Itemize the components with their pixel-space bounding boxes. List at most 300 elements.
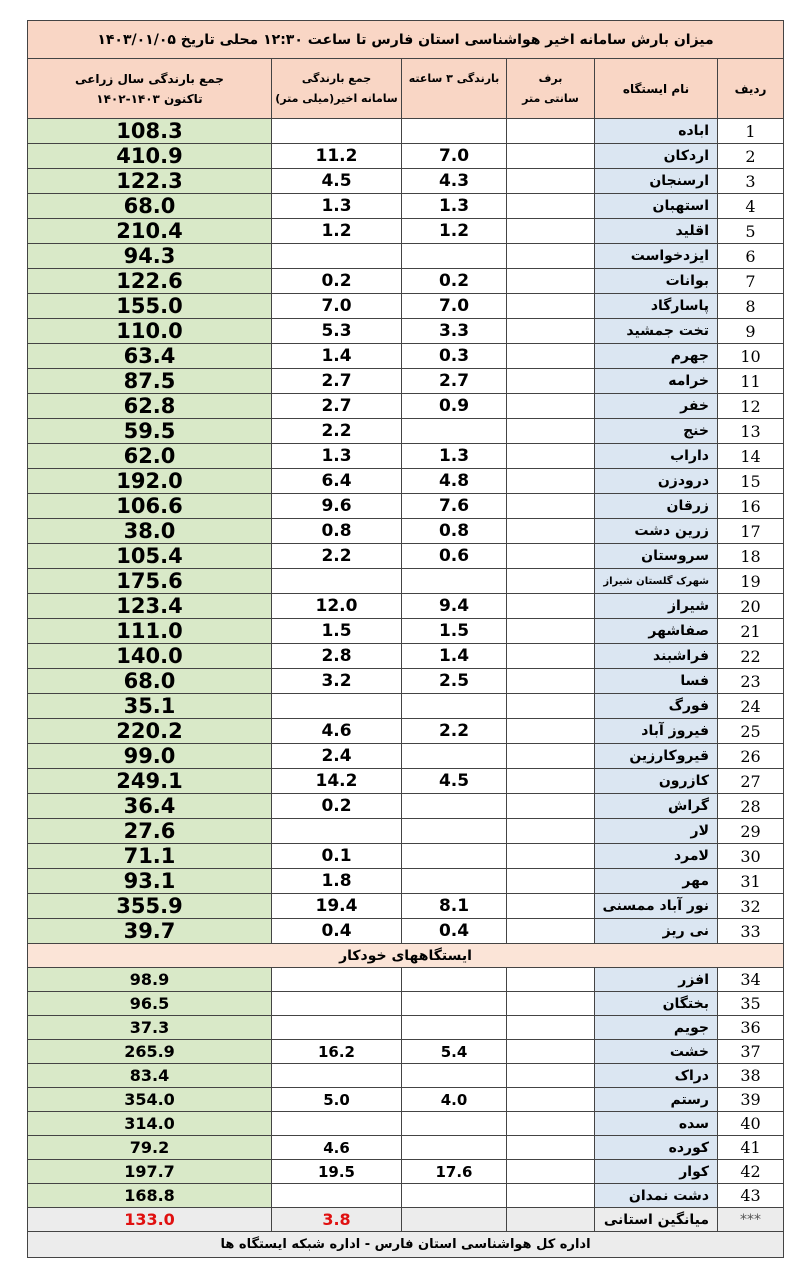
row-number-cell: 33 bbox=[718, 919, 784, 944]
recent-total-cell: 0.2 bbox=[272, 269, 402, 294]
row-number-cell: 32 bbox=[718, 894, 784, 919]
snow-cell bbox=[507, 1112, 595, 1136]
station-row bbox=[28, 569, 784, 594]
season-total-cell: 63.4 bbox=[28, 344, 272, 369]
season-total-cell: 220.2 bbox=[28, 719, 272, 744]
snow-cell bbox=[507, 1064, 595, 1088]
three-hour-rain-cell bbox=[402, 819, 507, 844]
three-hour-rain-cell bbox=[402, 1136, 507, 1160]
snow-cell bbox=[507, 719, 595, 744]
row-number-cell: 4 bbox=[718, 194, 784, 219]
three-hour-rain-cell: 7.0 bbox=[402, 294, 507, 319]
snow-cell bbox=[507, 744, 595, 769]
snow-cell bbox=[507, 1184, 595, 1208]
three-hour-rain-cell bbox=[402, 119, 507, 144]
three-hour-rain-cell bbox=[402, 968, 507, 992]
three-hour-rain-cell bbox=[402, 794, 507, 819]
station-row bbox=[28, 968, 784, 992]
season-total-cell: 79.2 bbox=[28, 1136, 272, 1160]
station-row bbox=[28, 319, 784, 344]
season-total-cell: 99.0 bbox=[28, 744, 272, 769]
three-hour-rain-cell bbox=[402, 1064, 507, 1088]
row-number-cell: 17 bbox=[718, 519, 784, 544]
season-total-cell: 68.0 bbox=[28, 669, 272, 694]
recent-total-cell bbox=[272, 1112, 402, 1136]
row-number-cell: 15 bbox=[718, 469, 784, 494]
station-row bbox=[28, 1160, 784, 1184]
station-name-cell: داراب bbox=[595, 444, 718, 469]
snow-cell bbox=[507, 319, 595, 344]
station-name-cell: صفاشهر bbox=[595, 619, 718, 644]
station-row bbox=[28, 394, 784, 419]
three-hour-rain-cell bbox=[402, 1184, 507, 1208]
station-name-cell: فراشبند bbox=[595, 644, 718, 669]
three-hour-rain-cell: 9.4 bbox=[402, 594, 507, 619]
season-total-cell: 265.9 bbox=[28, 1040, 272, 1064]
station-row bbox=[28, 219, 784, 244]
station-name-cell: ارسنجان bbox=[595, 169, 718, 194]
header-season-total bbox=[28, 59, 272, 119]
season-total-cell: 94.3 bbox=[28, 244, 272, 269]
recent-total-cell: 3.2 bbox=[272, 669, 402, 694]
header-3hour-rain-label: بارندگی ۳ ساعته bbox=[408, 71, 500, 85]
recent-total-cell: 1.2 bbox=[272, 219, 402, 244]
row-number-cell: 22 bbox=[718, 644, 784, 669]
recent-total-cell bbox=[272, 819, 402, 844]
recent-total-cell: 2.2 bbox=[272, 544, 402, 569]
three-hour-rain-cell bbox=[402, 869, 507, 894]
three-hour-rain-cell: 0.4 bbox=[402, 919, 507, 944]
recent-total-cell: 0.2 bbox=[272, 794, 402, 819]
row-number-cell: 29 bbox=[718, 819, 784, 844]
snow-cell bbox=[507, 919, 595, 944]
station-name-cell: کازرون bbox=[595, 769, 718, 794]
three-hour-rain-cell: 5.4 bbox=[402, 1040, 507, 1064]
snow-cell bbox=[507, 294, 595, 319]
station-row bbox=[28, 1112, 784, 1136]
station-row bbox=[28, 644, 784, 669]
snow-cell bbox=[507, 968, 595, 992]
season-total-cell: 98.9 bbox=[28, 968, 272, 992]
season-total-cell: 249.1 bbox=[28, 769, 272, 794]
recent-total-cell: 2.7 bbox=[272, 394, 402, 419]
recent-total-cell bbox=[272, 694, 402, 719]
snow-cell bbox=[507, 1136, 595, 1160]
three-hour-rain-cell bbox=[402, 569, 507, 594]
three-hour-rain-cell bbox=[402, 694, 507, 719]
station-name-cell: خفر bbox=[595, 394, 718, 419]
recent-total-cell bbox=[272, 569, 402, 594]
station-name-cell: خنج bbox=[595, 419, 718, 444]
recent-total-cell bbox=[272, 968, 402, 992]
station-name-cell: خشت bbox=[595, 1040, 718, 1064]
recent-total-cell: 1.5 bbox=[272, 619, 402, 644]
season-total-cell: 37.3 bbox=[28, 1016, 272, 1040]
snow-cell bbox=[507, 194, 595, 219]
snow-cell bbox=[507, 394, 595, 419]
station-row bbox=[28, 344, 784, 369]
row-number-cell: 8 bbox=[718, 294, 784, 319]
header-3hour-rain bbox=[402, 59, 507, 119]
season-total-cell: 354.0 bbox=[28, 1088, 272, 1112]
season-total-cell: 59.5 bbox=[28, 419, 272, 444]
three-hour-rain-cell: 1.2 bbox=[402, 219, 507, 244]
season-total-cell: 410.9 bbox=[28, 144, 272, 169]
average-snow-empty bbox=[507, 1208, 595, 1232]
row-number-cell: 43 bbox=[718, 1184, 784, 1208]
season-total-cell: 355.9 bbox=[28, 894, 272, 919]
recent-total-cell: 19.4 bbox=[272, 894, 402, 919]
station-row bbox=[28, 194, 784, 219]
row-number-cell: 9 bbox=[718, 319, 784, 344]
report-footer: اداره کل هواشناسی استان فارس - اداره شبکه ایستگاه ها bbox=[28, 1232, 784, 1258]
header-snow bbox=[507, 59, 595, 119]
snow-cell bbox=[507, 494, 595, 519]
station-name-cell: سده bbox=[595, 1112, 718, 1136]
station-row bbox=[28, 894, 784, 919]
header-season-total-line2: تاکنون ۱۴۰۳-۱۴۰۲ bbox=[96, 91, 203, 106]
three-hour-rain-cell: 1.4 bbox=[402, 644, 507, 669]
season-total-cell: 123.4 bbox=[28, 594, 272, 619]
footer-row bbox=[28, 1232, 784, 1258]
three-hour-rain-cell: 0.9 bbox=[402, 394, 507, 419]
snow-cell bbox=[507, 1160, 595, 1184]
station-row bbox=[28, 619, 784, 644]
station-row bbox=[28, 669, 784, 694]
recent-total-cell: 2.7 bbox=[272, 369, 402, 394]
three-hour-rain-cell: 7.6 bbox=[402, 494, 507, 519]
station-row bbox=[28, 369, 784, 394]
station-row bbox=[28, 794, 784, 819]
three-hour-rain-cell: 0.8 bbox=[402, 519, 507, 544]
station-name-cell: سروستان bbox=[595, 544, 718, 569]
recent-total-cell: 14.2 bbox=[272, 769, 402, 794]
row-number-cell: 25 bbox=[718, 719, 784, 744]
station-name-cell: ایزدخواست bbox=[595, 244, 718, 269]
station-row bbox=[28, 1016, 784, 1040]
season-total-cell: 140.0 bbox=[28, 644, 272, 669]
station-row bbox=[28, 269, 784, 294]
row-number-cell: 10 bbox=[718, 344, 784, 369]
station-name-cell: مهر bbox=[595, 869, 718, 894]
station-row bbox=[28, 1088, 784, 1112]
three-hour-rain-cell: 1.3 bbox=[402, 444, 507, 469]
station-name-cell: دشت نمدان bbox=[595, 1184, 718, 1208]
station-name-cell: شیراز bbox=[595, 594, 718, 619]
station-row bbox=[28, 844, 784, 869]
snow-cell bbox=[507, 1088, 595, 1112]
recent-total-cell: 4.6 bbox=[272, 719, 402, 744]
station-name-cell: گراش bbox=[595, 794, 718, 819]
season-total-cell: 35.1 bbox=[28, 694, 272, 719]
station-name-cell: اقلید bbox=[595, 219, 718, 244]
snow-cell bbox=[507, 444, 595, 469]
row-number-cell: 40 bbox=[718, 1112, 784, 1136]
three-hour-rain-cell bbox=[402, 1016, 507, 1040]
station-name-cell: لامرد bbox=[595, 844, 718, 869]
season-total-cell: 68.0 bbox=[28, 194, 272, 219]
row-number-cell: 38 bbox=[718, 1064, 784, 1088]
season-total-cell: 36.4 bbox=[28, 794, 272, 819]
station-name-cell: جهرم bbox=[595, 344, 718, 369]
row-number-cell: 2 bbox=[718, 144, 784, 169]
station-name-cell: شهرک گلستان شیراز bbox=[595, 569, 718, 594]
average-three-hour-empty bbox=[402, 1208, 507, 1232]
station-row bbox=[28, 919, 784, 944]
station-name-cell: رستم bbox=[595, 1088, 718, 1112]
three-hour-rain-cell bbox=[402, 419, 507, 444]
row-number-cell: 7 bbox=[718, 269, 784, 294]
three-hour-rain-cell: 0.2 bbox=[402, 269, 507, 294]
station-row bbox=[28, 1040, 784, 1064]
snow-cell bbox=[507, 869, 595, 894]
station-row bbox=[28, 294, 784, 319]
season-total-cell: 93.1 bbox=[28, 869, 272, 894]
snow-cell bbox=[507, 569, 595, 594]
season-total-cell: 27.6 bbox=[28, 819, 272, 844]
recent-total-cell: 5.0 bbox=[272, 1088, 402, 1112]
recent-total-cell: 1.8 bbox=[272, 869, 402, 894]
recent-total-cell: 5.3 bbox=[272, 319, 402, 344]
row-number-cell: 24 bbox=[718, 694, 784, 719]
three-hour-rain-cell: 0.3 bbox=[402, 344, 507, 369]
row-number-cell: 6 bbox=[718, 244, 784, 269]
row-number-cell: 18 bbox=[718, 544, 784, 569]
station-name-cell: بوانات bbox=[595, 269, 718, 294]
season-total-cell: 62.8 bbox=[28, 394, 272, 419]
row-number-cell: 37 bbox=[718, 1040, 784, 1064]
season-total-cell: 192.0 bbox=[28, 469, 272, 494]
snow-cell bbox=[507, 619, 595, 644]
recent-total-cell: 6.4 bbox=[272, 469, 402, 494]
average-recent-total: 3.8 bbox=[272, 1208, 402, 1232]
recent-total-cell: 2.4 bbox=[272, 744, 402, 769]
section-row bbox=[28, 944, 784, 968]
season-total-cell: 96.5 bbox=[28, 992, 272, 1016]
snow-cell bbox=[507, 992, 595, 1016]
station-name-cell: جویم bbox=[595, 1016, 718, 1040]
season-total-cell: 175.6 bbox=[28, 569, 272, 594]
station-row bbox=[28, 494, 784, 519]
row-number-cell: 16 bbox=[718, 494, 784, 519]
station-row bbox=[28, 1184, 784, 1208]
three-hour-rain-cell: 4.3 bbox=[402, 169, 507, 194]
row-number-cell: 5 bbox=[718, 219, 784, 244]
report-title: میزان بارش سامانه اخیر هواشناسی استان فارس تا ساعت ۱۲:۳۰ محلی تاریخ ۱۴۰۳/۰۱/۰۵ bbox=[28, 21, 784, 59]
station-name-cell: فسا bbox=[595, 669, 718, 694]
season-total-cell: 111.0 bbox=[28, 619, 272, 644]
season-total-cell: 155.0 bbox=[28, 294, 272, 319]
station-name-cell: اباده bbox=[595, 119, 718, 144]
snow-cell bbox=[507, 519, 595, 544]
recent-total-cell: 2.8 bbox=[272, 644, 402, 669]
recent-total-cell bbox=[272, 244, 402, 269]
season-total-cell: 38.0 bbox=[28, 519, 272, 544]
station-row bbox=[28, 744, 784, 769]
snow-cell bbox=[507, 669, 595, 694]
three-hour-rain-cell: 4.5 bbox=[402, 769, 507, 794]
row-number-cell: 23 bbox=[718, 669, 784, 694]
rainfall-table bbox=[27, 20, 784, 1258]
station-name-cell: کوار bbox=[595, 1160, 718, 1184]
season-total-cell: 314.0 bbox=[28, 1112, 272, 1136]
station-name-cell: نی ریز bbox=[595, 919, 718, 944]
station-row bbox=[28, 694, 784, 719]
three-hour-rain-cell bbox=[402, 1112, 507, 1136]
station-name-cell: زرین دشت bbox=[595, 519, 718, 544]
row-number-cell: 21 bbox=[718, 619, 784, 644]
snow-cell bbox=[507, 694, 595, 719]
three-hour-rain-cell bbox=[402, 992, 507, 1016]
average-label: میانگین استانی bbox=[595, 1208, 718, 1232]
row-number-cell: 3 bbox=[718, 169, 784, 194]
season-total-cell: 110.0 bbox=[28, 319, 272, 344]
snow-cell bbox=[507, 344, 595, 369]
station-name-cell: دراک bbox=[595, 1064, 718, 1088]
snow-cell bbox=[507, 244, 595, 269]
season-total-cell: 105.4 bbox=[28, 544, 272, 569]
recent-total-cell: 9.6 bbox=[272, 494, 402, 519]
three-hour-rain-cell: 2.2 bbox=[402, 719, 507, 744]
station-name-cell: افزر bbox=[595, 968, 718, 992]
row-number-cell: 36 bbox=[718, 1016, 784, 1040]
header-recent-total-line1: جمع بارندگی bbox=[301, 71, 372, 85]
row-number-cell: 26 bbox=[718, 744, 784, 769]
station-name-cell: درودزن bbox=[595, 469, 718, 494]
season-total-cell: 197.7 bbox=[28, 1160, 272, 1184]
station-name-cell: کورده bbox=[595, 1136, 718, 1160]
recent-total-cell: 0.4 bbox=[272, 919, 402, 944]
snow-cell bbox=[507, 1040, 595, 1064]
station-row bbox=[28, 869, 784, 894]
recent-total-cell: 16.2 bbox=[272, 1040, 402, 1064]
station-name-cell: تخت جمشید bbox=[595, 319, 718, 344]
station-row bbox=[28, 1136, 784, 1160]
row-number-cell: 19 bbox=[718, 569, 784, 594]
header-recent-total bbox=[272, 59, 402, 119]
station-name-cell: نور آباد ممسنی bbox=[595, 894, 718, 919]
station-name-cell: فورگ bbox=[595, 694, 718, 719]
season-total-cell: 210.4 bbox=[28, 219, 272, 244]
recent-total-cell bbox=[272, 992, 402, 1016]
snow-cell bbox=[507, 644, 595, 669]
snow-cell bbox=[507, 119, 595, 144]
recent-total-cell: 4.5 bbox=[272, 169, 402, 194]
season-total-cell: 168.8 bbox=[28, 1184, 272, 1208]
station-row bbox=[28, 419, 784, 444]
station-name-cell: بختگان bbox=[595, 992, 718, 1016]
three-hour-rain-cell: 4.8 bbox=[402, 469, 507, 494]
station-name-cell: خرامه bbox=[595, 369, 718, 394]
row-number-cell: 42 bbox=[718, 1160, 784, 1184]
three-hour-rain-cell: 8.1 bbox=[402, 894, 507, 919]
snow-cell bbox=[507, 844, 595, 869]
station-row bbox=[28, 469, 784, 494]
row-number-cell: 39 bbox=[718, 1088, 784, 1112]
row-number-cell: 12 bbox=[718, 394, 784, 419]
station-row bbox=[28, 444, 784, 469]
snow-cell bbox=[507, 469, 595, 494]
station-name-cell: فیروز آباد bbox=[595, 719, 718, 744]
three-hour-rain-cell: 2.7 bbox=[402, 369, 507, 394]
automatic-stations-heading: ایستگاههای خودکار bbox=[28, 944, 784, 968]
station-name-cell: پاسارگاد bbox=[595, 294, 718, 319]
recent-total-cell bbox=[272, 1184, 402, 1208]
season-total-cell: 106.6 bbox=[28, 494, 272, 519]
station-name-cell: استهبان bbox=[595, 194, 718, 219]
row-number-cell: 14 bbox=[718, 444, 784, 469]
season-total-cell: 39.7 bbox=[28, 919, 272, 944]
row-number-cell: 28 bbox=[718, 794, 784, 819]
three-hour-rain-cell bbox=[402, 244, 507, 269]
three-hour-rain-cell: 4.0 bbox=[402, 1088, 507, 1112]
station-row bbox=[28, 519, 784, 544]
three-hour-rain-cell: 1.3 bbox=[402, 194, 507, 219]
recent-total-cell: 19.5 bbox=[272, 1160, 402, 1184]
snow-cell bbox=[507, 369, 595, 394]
station-row bbox=[28, 544, 784, 569]
three-hour-rain-cell: 3.3 bbox=[402, 319, 507, 344]
snow-cell bbox=[507, 819, 595, 844]
row-number-cell: 30 bbox=[718, 844, 784, 869]
three-hour-rain-cell: 1.5 bbox=[402, 619, 507, 644]
header-recent-total-line2: سامانه اخیر(میلی متر) bbox=[275, 91, 398, 105]
recent-total-cell bbox=[272, 1016, 402, 1040]
row-number-cell: 11 bbox=[718, 369, 784, 394]
row-number-cell: 1 bbox=[718, 119, 784, 144]
snow-cell bbox=[507, 794, 595, 819]
row-number-cell: 27 bbox=[718, 769, 784, 794]
season-total-cell: 71.1 bbox=[28, 844, 272, 869]
season-total-cell: 122.6 bbox=[28, 269, 272, 294]
season-total-cell: 62.0 bbox=[28, 444, 272, 469]
snow-cell bbox=[507, 1016, 595, 1040]
recent-total-cell: 1.3 bbox=[272, 444, 402, 469]
station-row bbox=[28, 1064, 784, 1088]
rainfall-report-sheet bbox=[27, 20, 783, 1258]
average-season-total: 133.0 bbox=[28, 1208, 272, 1232]
three-hour-rain-cell bbox=[402, 744, 507, 769]
row-number-cell: 13 bbox=[718, 419, 784, 444]
recent-total-cell: 0.1 bbox=[272, 844, 402, 869]
station-name-cell: قیروکارزین bbox=[595, 744, 718, 769]
row-number-cell: 41 bbox=[718, 1136, 784, 1160]
station-name-cell: لار bbox=[595, 819, 718, 844]
snow-cell bbox=[507, 894, 595, 919]
header-snow-line1: برف bbox=[538, 71, 563, 85]
provincial-average-row bbox=[28, 1208, 784, 1232]
three-hour-rain-cell: 17.6 bbox=[402, 1160, 507, 1184]
snow-cell bbox=[507, 544, 595, 569]
snow-cell bbox=[507, 144, 595, 169]
header-station-name: نام ایستگاه bbox=[595, 59, 718, 119]
header-snow-line2: سانتی متر bbox=[522, 91, 579, 105]
snow-cell bbox=[507, 269, 595, 294]
station-row bbox=[28, 594, 784, 619]
season-total-cell: 83.4 bbox=[28, 1064, 272, 1088]
recent-total-cell bbox=[272, 119, 402, 144]
header-row-number: ردیف bbox=[718, 59, 784, 119]
three-hour-rain-cell: 7.0 bbox=[402, 144, 507, 169]
snow-cell bbox=[507, 219, 595, 244]
three-hour-rain-cell: 0.6 bbox=[402, 544, 507, 569]
average-row-marker: *** bbox=[718, 1208, 784, 1232]
snow-cell bbox=[507, 594, 595, 619]
row-number-cell: 34 bbox=[718, 968, 784, 992]
snow-cell bbox=[507, 419, 595, 444]
station-row bbox=[28, 244, 784, 269]
season-total-cell: 122.3 bbox=[28, 169, 272, 194]
